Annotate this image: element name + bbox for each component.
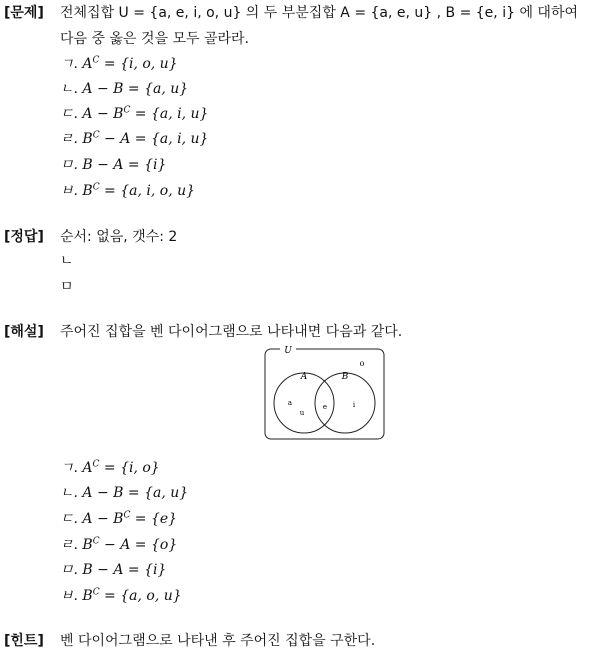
hint-text: 벤 다이어그램으로 나타낸 후 주어진 집합을 구한다. (60, 633, 376, 649)
hint-label: [힌트] (4, 633, 44, 649)
element-b-only: i (352, 401, 356, 409)
answer-label: [정답] (4, 229, 44, 245)
problem-choice: ㄹ. $B^C - A = \{a$, i, u} (60, 130, 209, 147)
problem-choice: ㅁ. B − A = {i} (60, 157, 167, 173)
problem-text-line1: 전체집합 U = {a, e, i, o, u} 의 두 부분집합 A = {a, e, u} , B = {e, i} 에 대하여 (60, 5, 578, 21)
element-both: e (322, 403, 328, 411)
explanation-choice: ㄱ. $A^C = \{i$, o} (60, 459, 160, 476)
element-outside: o (359, 359, 365, 368)
problem-choice: ㅂ. $B^C = \{a$, i, o, u} (60, 182, 196, 199)
element-a-only-2: u (299, 409, 305, 417)
explanation-text: 주어진 집합을 벤 다이어그램으로 나타내면 다음과 같다. (60, 324, 403, 340)
answer-item: ㅁ (60, 279, 74, 295)
problem-label: [문제] (4, 5, 44, 21)
explanation-choice: ㄷ. $A - B^C = \{e\}$ (60, 510, 178, 527)
set-b-label: B (341, 372, 349, 382)
explanation-choice: ㅁ. B − A = {i} (60, 562, 167, 578)
set-a-label: A (300, 372, 308, 382)
problem-text-line2: 다음 중 옳은 것을 모두 골라라. (60, 31, 249, 47)
element-a-only-1: a (287, 399, 293, 407)
venn-diagram (264, 343, 386, 441)
explanation-label: [해설] (4, 324, 44, 340)
explanation-choice: ㄴ. A − B = {a, u} (60, 485, 189, 501)
explanation-choice: ㄹ. $B^C - A = \{o\}$ (60, 536, 178, 553)
problem-choice: ㄱ. $A^C = \{i$, o, u} (60, 55, 178, 72)
problem-choice: ㄷ. $A - B^C = \{a$, i, u} (60, 105, 209, 122)
answer-item: ㄴ (60, 253, 74, 269)
universe-label: U (284, 346, 292, 356)
answer-summary: 순서: 없음, 갯수: 2 (60, 229, 178, 245)
problem-choice: ㄴ. A − B = {a, u} (60, 81, 189, 97)
explanation-choice: ㅂ. $B^C = \{a$, o, u} (60, 587, 182, 604)
